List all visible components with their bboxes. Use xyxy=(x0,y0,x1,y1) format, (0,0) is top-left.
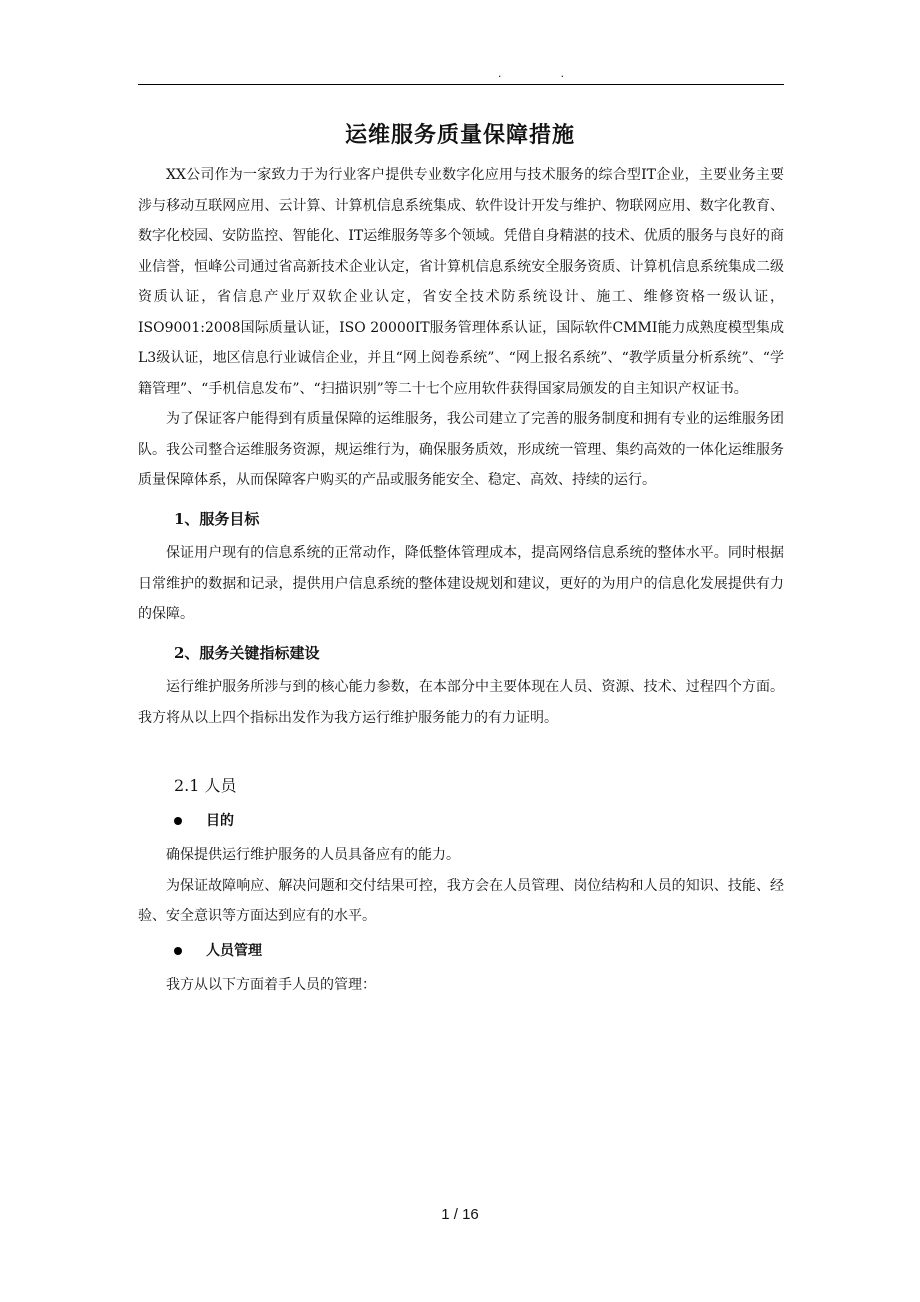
bullet-dot-icon xyxy=(174,947,182,955)
intro-paragraph-1: XX公司作为一家致力于为行业客户提供专业数字化应用与技术服务的综合型IT企业，主要业务主要涉与移动互联网应用、云计算、计算机信息系统集成、软件设计开发与维护、物联网应用、数字化教育、数字化校园、安防监控、智能化、IT运维服务等多个领域。凭借自身精湛的技术、优质的服务与良好的商业信誉，恒峰公司通过省高新技术企业认定，省计算机信息系统安全服务资质、计算机信息系统集成二级资质认证，省信息产业厅双软企业认定，省安全技术防系统设计、施工、维修资格一级认证，ISO9001:2008国际质量认证，ISO 20000IT服务管理体系认证，国际软件CMMI能力成熟度模型集成L3级认证，地区信息行业诚信企业，并且“网上阅卷系统”、“网上报名系统”、“教学质量分析系统”、“学籍管理”、“手机信息发布”、“扫描识别”等二十七个应用软件获得国家局颁发的自主知识产权证书。 xyxy=(138,167,784,397)
document-body xyxy=(138,160,784,1001)
heading-service-goal: 1、服务目标 xyxy=(174,509,260,528)
bullet-purpose-label: 目的 xyxy=(206,812,234,829)
page-number: 1 / 16 xyxy=(441,1206,479,1223)
bullet-personnel-management xyxy=(138,936,784,967)
bullet-purpose xyxy=(138,806,784,837)
intro-paragraph-2: 为了保证客户能得到有质量保障的运维服务，我公司建立了完善的服务制度和拥有专业的运维服务团队。我公司整合运维服务资源，规运维行为，确保服务质效，形成统一管理、集约高效的一体化运维服务质量保障体系，从而保障客户购买的产品或服务能安全、稳定、高效、持续的运行。 xyxy=(138,411,784,488)
heading-kpi: 2、服务关键指标建设 xyxy=(174,643,320,662)
bullet-personnel-management-label: 人员管理 xyxy=(206,942,262,959)
purpose-paragraph-1: 确保提供运行维护服务的人员具备应有的能力。 xyxy=(166,847,460,863)
kpi-paragraph: 运行维护服务所涉与到的核心能力参数，在本部分中主要体现在人员、资源、技术、过程四个方面。我方将从以上四个指标出发作为我方运行维护服务能力的有力证明。 xyxy=(138,679,784,726)
service-goal-paragraph: 保证用户现有的信息系统的正常动作，降低整体管理成本，提高网络信息系统的整体水平。同时根据日常维护的数据和记录，提供用户信息系统的整体建设规划和建议，更好的为用户的信息化发展提供有力的保障。 xyxy=(138,545,784,622)
heading-personnel: 2.1 人员 xyxy=(174,776,237,795)
bullet-dot-icon xyxy=(174,817,182,825)
management-paragraph: 我方从以下方面着手人员的管理： xyxy=(166,977,376,993)
purpose-paragraph-2: 为保证故障响应、解决问题和交付结果可控，我方会在人员管理、岗位结构和人员的知识、技能、经验、安全意识等方面达到应有的水平。 xyxy=(138,877,784,924)
header-marks: . . xyxy=(498,66,593,80)
header-rule xyxy=(138,84,784,85)
page-title: 运维服务质量保障措施 xyxy=(344,122,575,148)
